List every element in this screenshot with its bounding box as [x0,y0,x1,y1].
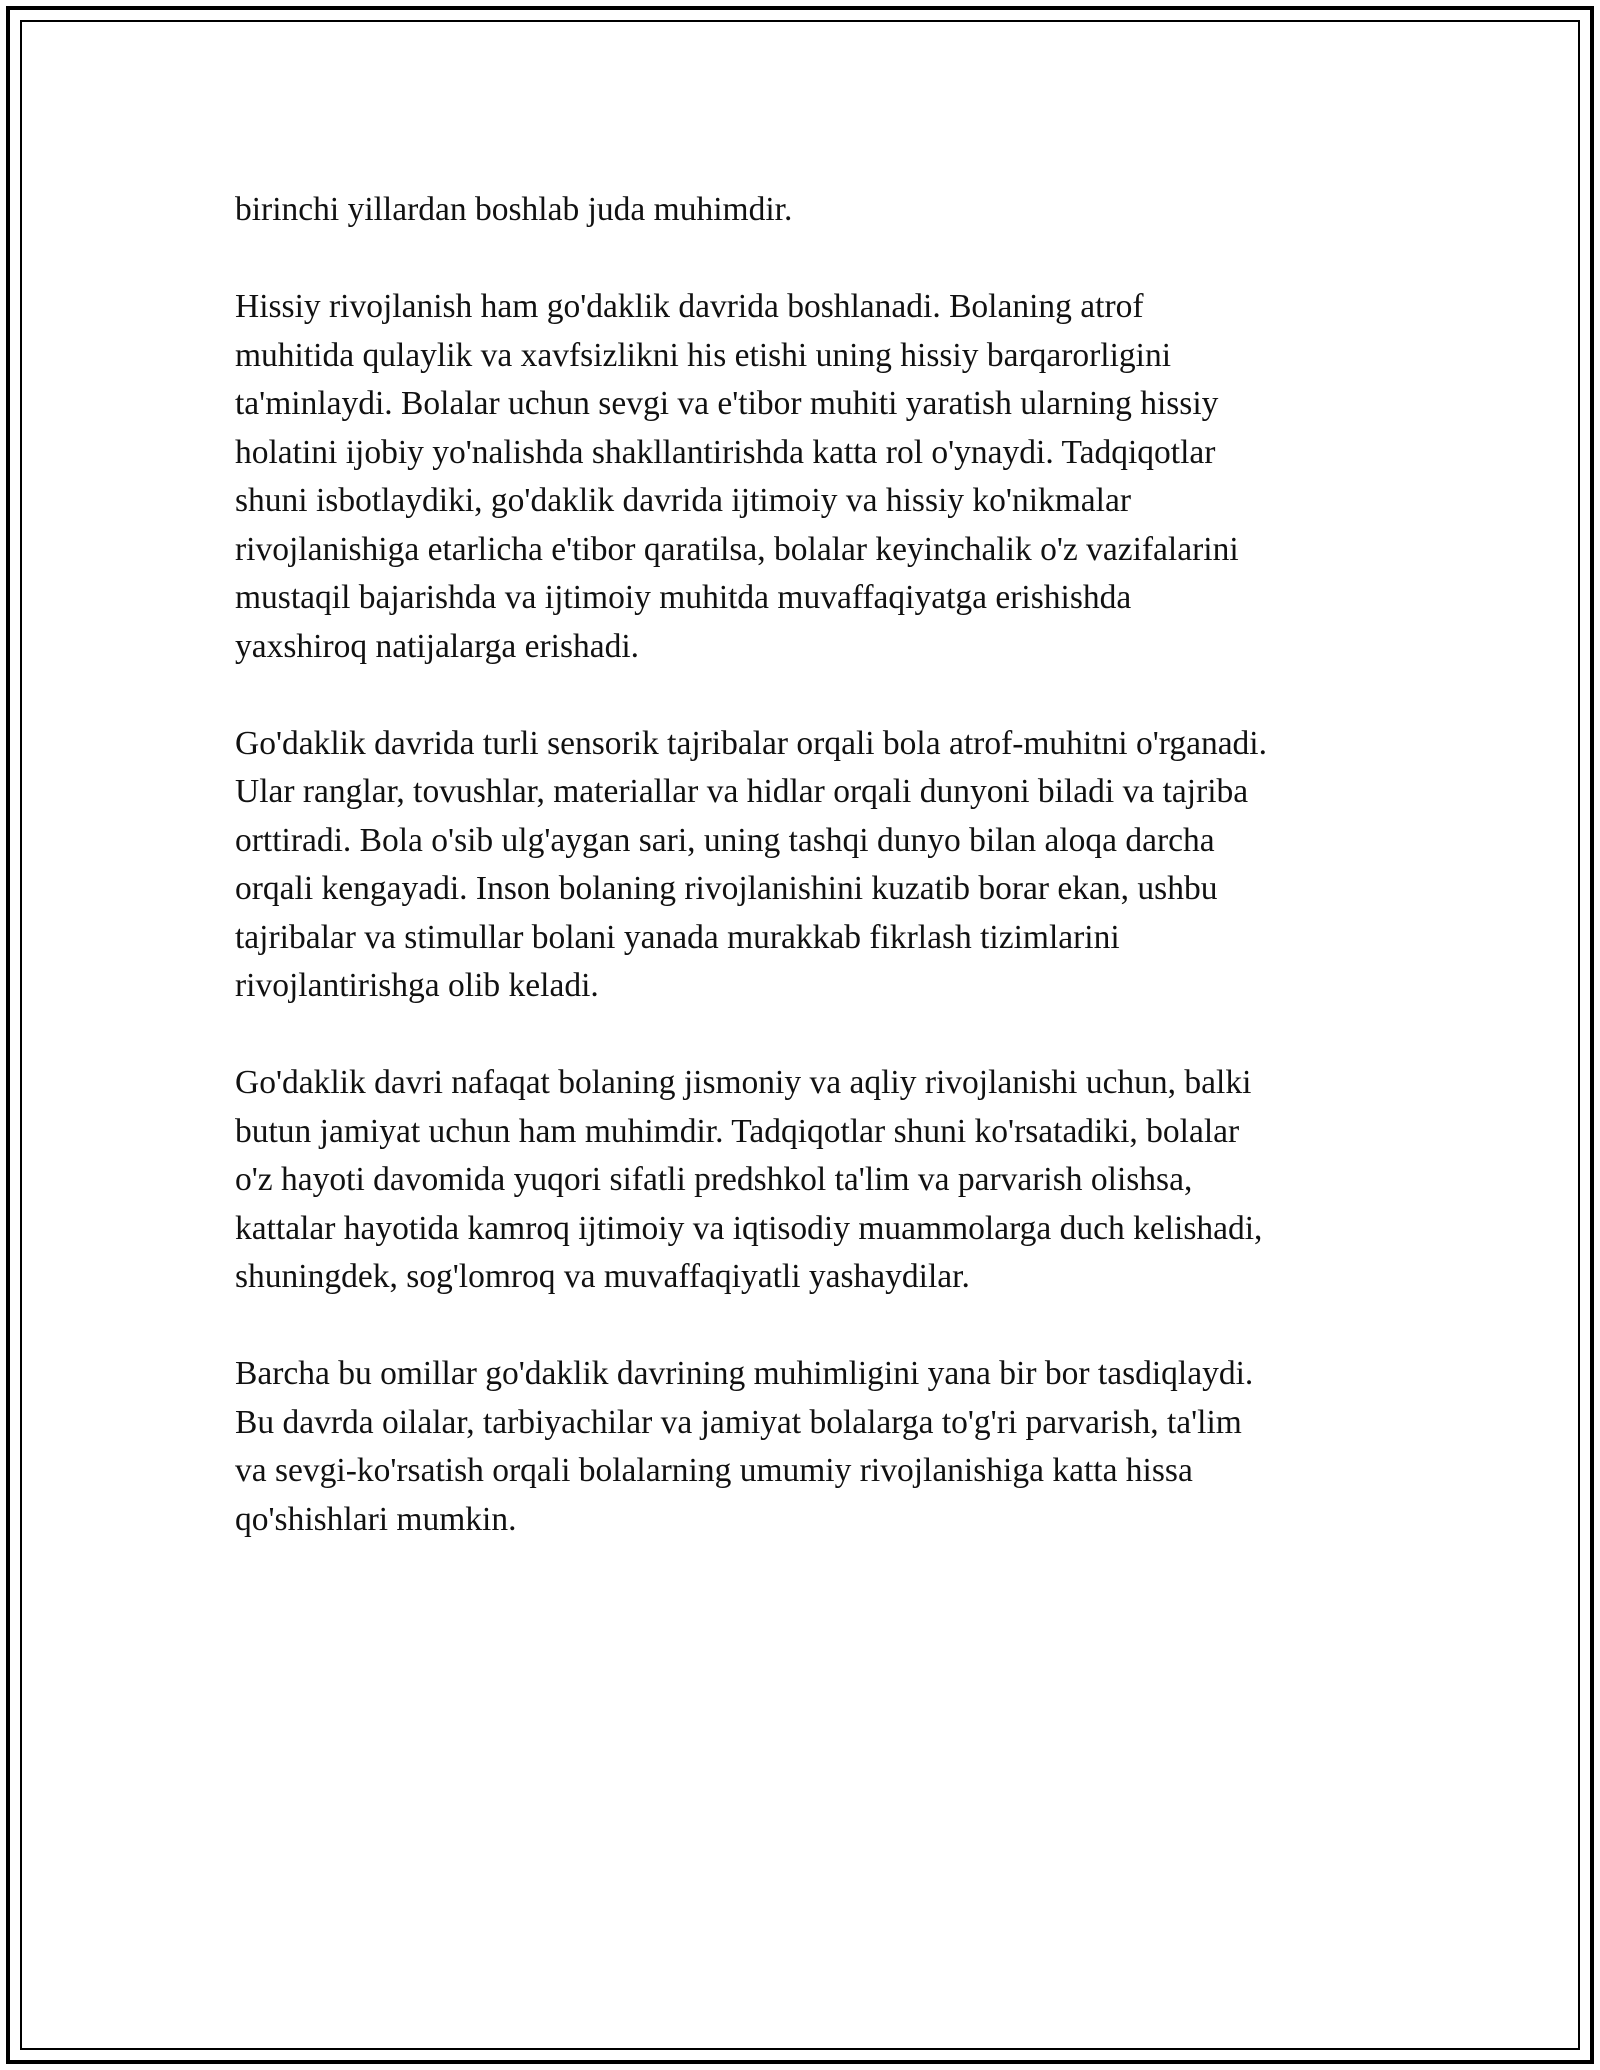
paragraph [235,283,1375,671]
text-line: rivojlantirishga olib keladi. [235,967,599,1004]
text-line: mustaqil bajarishda va ijtimoiy muhitda muvaffaqiyatga erishishda [235,579,1132,616]
text-line: Bu davrda oilalar, tarbiyachilar va jamiyat bolalarga to'g'ri parvarish, ta'lim [235,1403,1242,1441]
text-line: birinchi yillardan boshlab juda muhimdir. [235,191,793,228]
text-line: holatini ijobiy yo'nalishda shakllantirishda katta rol o'ynaydi. Tadqiqotlar [235,433,1216,471]
paragraph [235,720,1375,1011]
text-line: shuningdek, sog'lomroq va muvaffaqiyatli yashaydilar. [235,1258,970,1295]
paragraph [235,1350,1375,1544]
text-line: tajribalar va stimullar bolani yanada murakkab fikrlash tizimlarini [235,918,1120,956]
text-line: kattalar hayotida kamroq ijtimoiy va iqtisodiy muammolarga duch kelishadi, [235,1209,1263,1247]
text-line: ta'minlaydi. Bolalar uchun sevgi va e'tibor muhiti yaratish ularning hissiy [235,385,1219,422]
text-line: qo'shishlari mumkin. [235,1500,517,1538]
paragraph [235,186,1375,235]
text-line: orttiradi. Bola o'sib ulg'aygan sari, uning tashqi dunyo bilan aloqa darcha [235,821,1215,859]
text-line: orqali kengayadi. Inson bolaning rivojlanishini kuzatib borar ekan, ushbu [235,870,1218,907]
text-line: Go'daklik davrida turli sensorik tajribalar orqali bola atrof-muhitni o'rganadi. [235,724,1267,762]
paragraph [235,1059,1375,1302]
text-line: rivojlanishiga etarlicha e'tibor qaratilsa, bolalar keyinchalik o'z vazifalarini [235,530,1239,568]
text-line: va sevgi-ko'rsatish orqali bolalarning umumiy rivojlanishiga katta hissa [235,1452,1193,1489]
document-body [235,186,1375,1593]
text-line: Barcha bu omillar go'daklik davrining muhimligini yana bir bor tasdiqlaydi. [235,1355,1254,1392]
text-line: o'z hayoti davomida yuqori sifatli predshkol ta'lim va parvarish olishsa, [235,1161,1193,1198]
text-line: yaxshiroq natijalarga erishadi. [235,627,640,665]
text-line: Ular ranglar, tovushlar, materiallar va hidlar orqali dunyoni biladi va tajriba [235,773,1249,810]
text-line: Hissiy rivojlanish ham go'daklik davrida boshlanadi. Bolaning atrof [235,288,1144,325]
text-line: butun jamiyat uchun ham muhimdir. Tadqiqotlar shuni ko'rsatadiki, bolalar [235,1112,1240,1150]
text-line: Go'daklik davri nafaqat bolaning jismoniy va aqliy rivojlanishi uchun, balki [235,1064,1252,1101]
text-line: muhitida qulaylik va xavfsizlikni his etishi uning hissiy barqarorligini [235,336,1172,374]
text-line: shuni isbotlaydiki, go'daklik davrida ijtimoiy va hissiy ko'nikmalar [235,482,1132,519]
